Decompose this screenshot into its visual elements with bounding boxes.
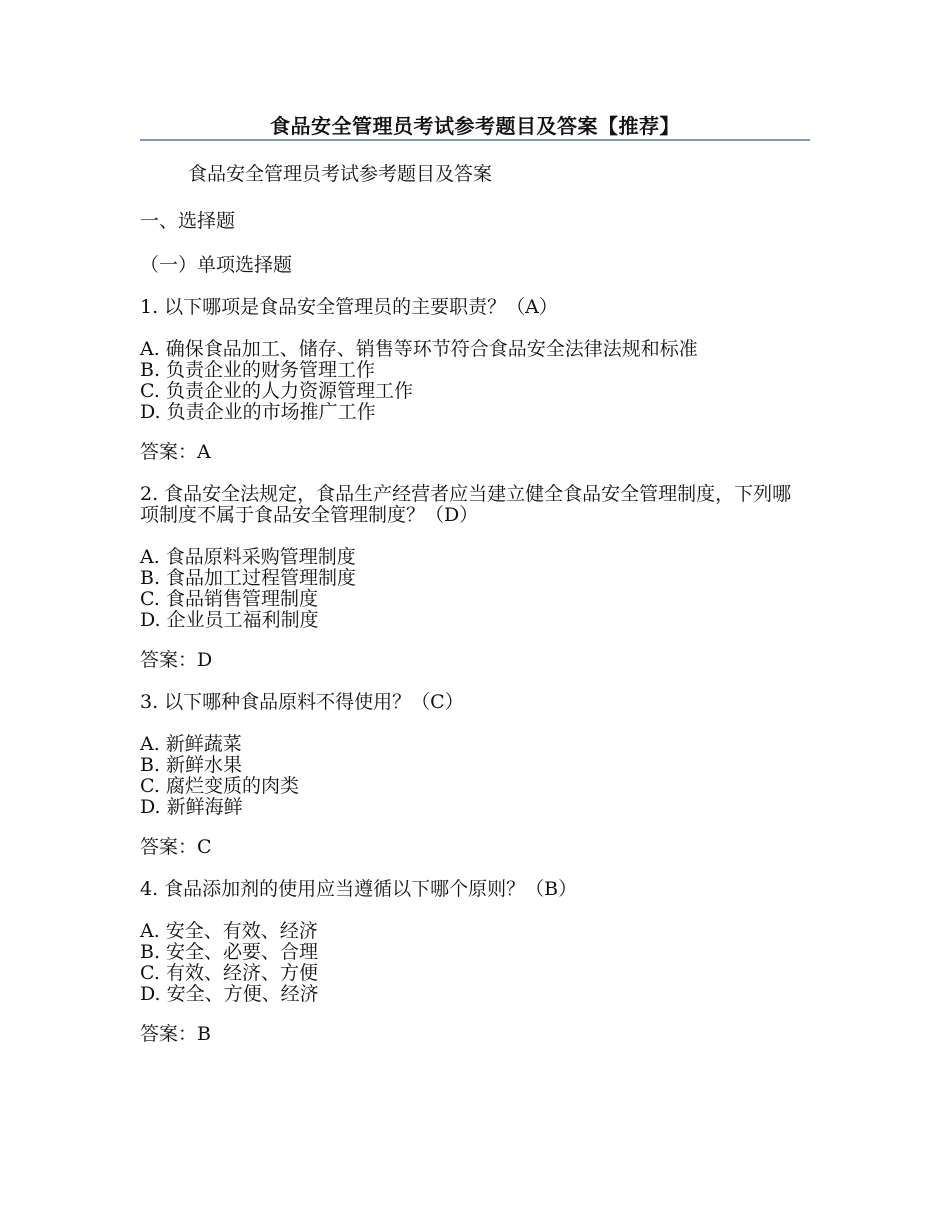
option-a: A. 食品原料采购管理制度 [140,546,356,568]
title-underline [140,139,810,141]
answer-text: 答案：D [140,649,213,671]
section-heading: 一、选择题 [140,210,236,232]
option-list [140,734,810,818]
option-c: C. 腐烂变质的肉类 [140,775,299,797]
option-b: B. 负责企业的财务管理工作 [140,359,376,381]
question-text: 4. 食品添加剂的使用应当遵循以下哪个原则？（B） [140,878,578,900]
answer-text: 答案：A [140,441,211,463]
question-block-1 [140,297,810,463]
option-a: A. 确保食品加工、储存、销售等环节符合食品安全法律法规和标准 [140,338,698,360]
option-d: D. 负责企业的市场推广工作 [140,401,376,423]
option-b: B. 食品加工过程管理制度 [140,567,357,589]
option-d: D. 安全、方便、经济 [140,983,319,1005]
option-list [140,921,810,1005]
answer-text: 答案：C [140,836,212,858]
option-b: B. 新鲜水果 [140,754,243,776]
question-block-4 [140,879,810,1045]
option-d: D. 新鲜海鲜 [140,796,243,818]
subsection-heading: （一）单项选择题 [140,254,293,276]
answer-text: 答案：B [140,1023,211,1045]
question-text: 2. 食品安全法规定，食品生产经营者应当建立健全食品安全管理制度，下列哪项制度不属于食品安全管理制度？（D） [140,483,792,526]
option-b: B. 安全、必要、合理 [140,941,319,963]
document-title: 食品安全管理员考试参考题目及答案【推荐】 [270,114,680,138]
option-list [140,339,810,423]
option-list [140,547,810,631]
document-subtitle: 食品安全管理员考试参考题目及答案 [188,163,493,185]
document-body [140,160,810,1066]
option-d: D. 企业员工福利制度 [140,609,319,631]
question-text: 3. 以下哪种食品原料不得使用？（C） [140,691,464,713]
option-c: C. 有效、经济、方便 [140,962,318,984]
question-text: 1. 以下哪项是食品安全管理员的主要职责？（A） [140,296,558,318]
option-c: C. 食品销售管理制度 [140,588,318,610]
option-a: A. 安全、有效、经济 [140,920,318,942]
option-a: A. 新鲜蔬菜 [140,733,242,755]
question-block-3 [140,692,810,858]
option-c: C. 负责企业的人力资源管理工作 [140,380,413,402]
question-block-2 [140,484,810,671]
